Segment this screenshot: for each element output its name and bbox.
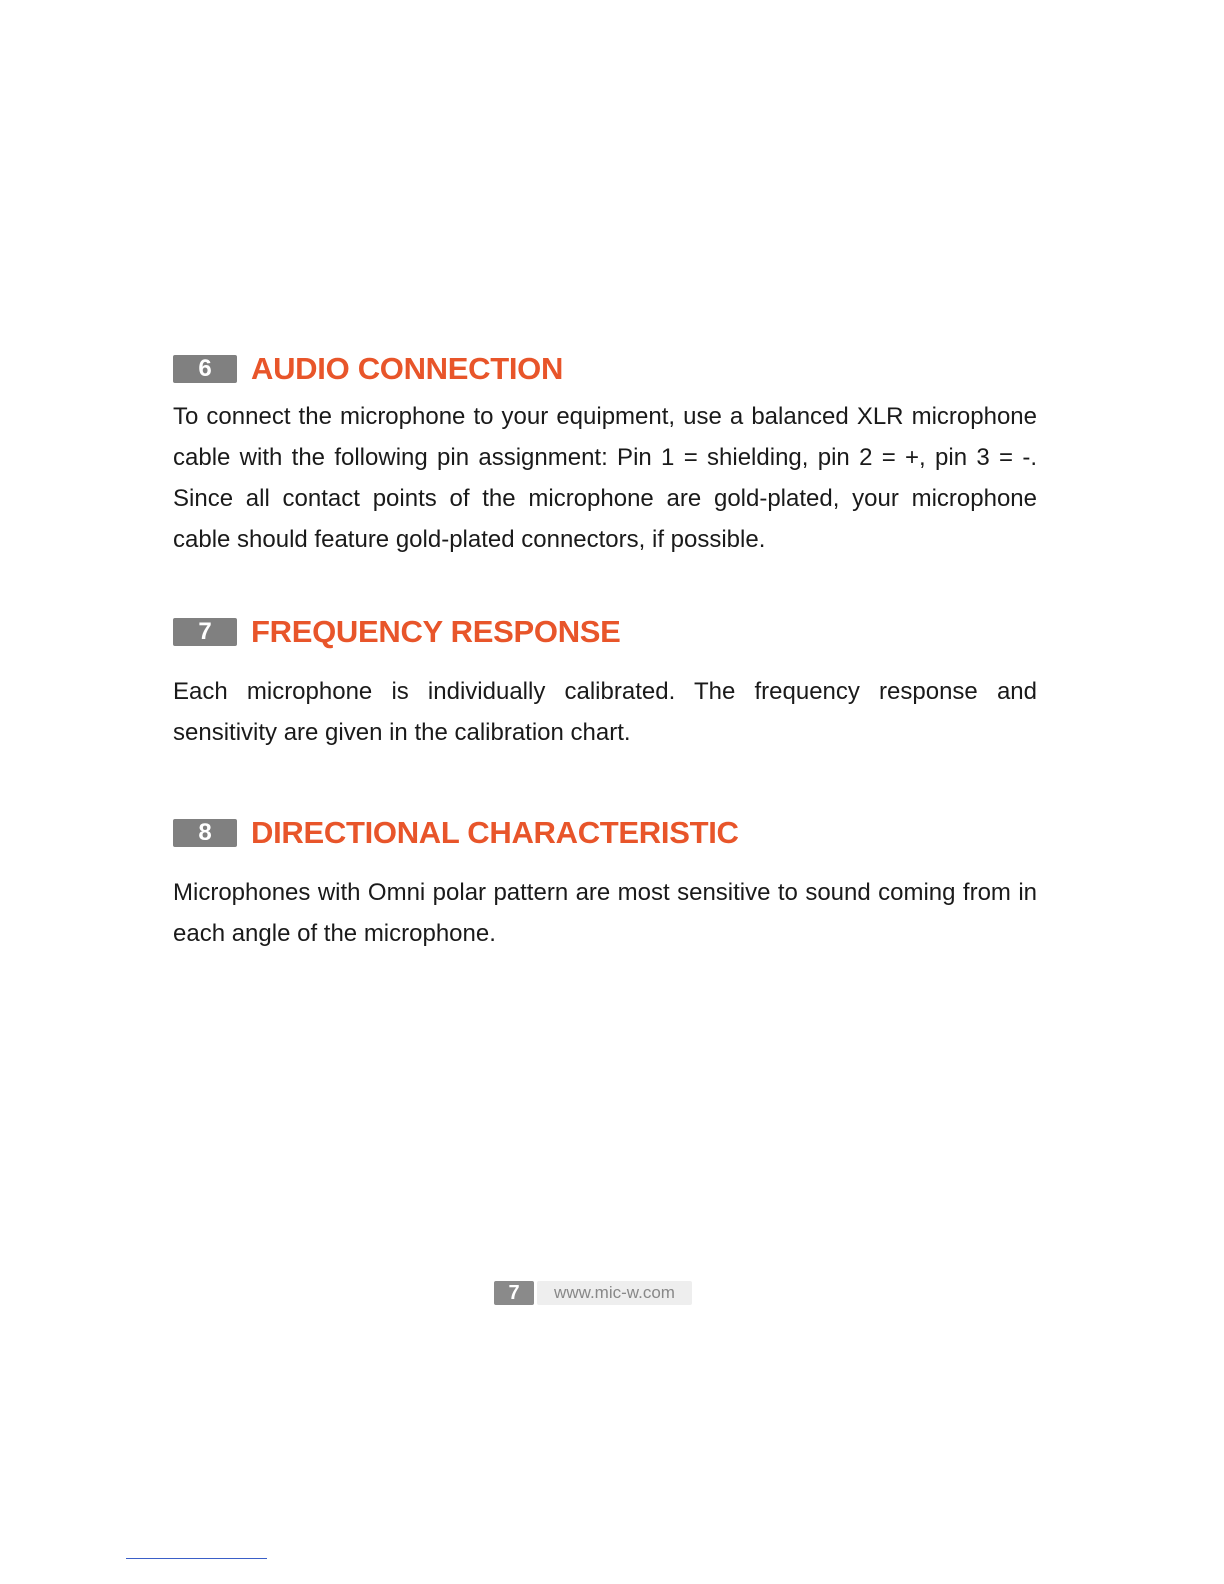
section-title: FREQUENCY RESPONSE bbox=[251, 614, 621, 649]
section-body: To connect the microphone to your equipment, use a balanced XLR microphone cable with the following pin assignment: Pin 1 = shielding, pin 2 = +, pin 3 = -. Since all contact points of the microphone are gold-plated, your microphone cable should feature gold-plated connectors, if possible. bbox=[173, 403, 1037, 553]
section-heading-row bbox=[173, 613, 1037, 651]
page-number: 7 bbox=[494, 1281, 534, 1305]
section-number-badge: 8 bbox=[173, 819, 237, 847]
page-footer bbox=[494, 1281, 692, 1305]
section-title: AUDIO CONNECTION bbox=[251, 351, 564, 386]
section-frequency-response bbox=[173, 613, 1037, 753]
section-audio-connection bbox=[173, 350, 1037, 560]
bottom-divider bbox=[126, 1558, 267, 1559]
section-number-badge: 7 bbox=[173, 618, 237, 646]
section-heading-row bbox=[173, 350, 1037, 388]
section-heading-row bbox=[173, 814, 1037, 852]
section-title: DIRECTIONAL CHARACTERISTIC bbox=[251, 815, 739, 850]
section-body: Microphones with Omni polar pattern are most sensitive to sound coming from in each angle of the microphone. bbox=[173, 879, 1037, 947]
footer-website-link[interactable]: www.mic-w.com bbox=[537, 1281, 692, 1305]
section-body: Each microphone is individually calibrated. The frequency response and sensitivity are given in the calibration chart. bbox=[173, 678, 1037, 746]
section-directional-characteristic bbox=[173, 814, 1037, 954]
section-number-badge: 6 bbox=[173, 355, 237, 383]
